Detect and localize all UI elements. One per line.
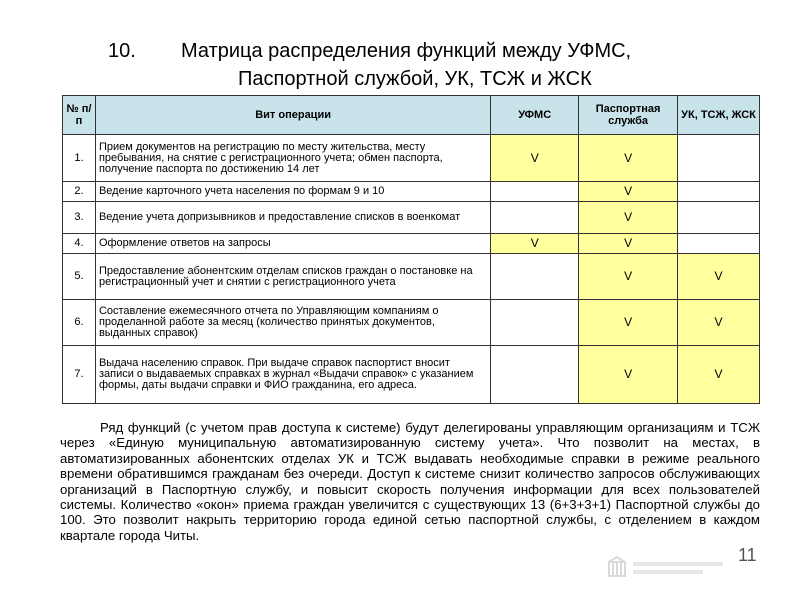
table-row — [63, 254, 760, 300]
table-row — [63, 346, 760, 404]
page-number: 11 — [738, 545, 757, 565]
cell-uk: V — [678, 254, 760, 300]
function-matrix-table — [62, 95, 760, 404]
table-row — [63, 202, 760, 234]
table-row — [63, 135, 760, 182]
row-number: 3. — [63, 202, 96, 234]
header-uk-tszh-zhsk: УК, ТСЖ, ЖСК — [678, 96, 760, 135]
header-ufms: УФМС — [491, 96, 579, 135]
header-number: № п/п — [63, 96, 96, 135]
row-number: 1. — [63, 135, 96, 182]
cell-passport-service: V — [579, 346, 678, 404]
body-paragraph: Ряд функций (с учетом прав доступа к системе) будут делегированы управляющим организациям и ТСЖ через «Единую муниципальную автоматизированную систему учета». Что позволит на местах, в автоматизированных абонентских отделах УК и ТСЖ выдавать необходимые справки в режиме реального времени обратившимся гражданам без очереди. Доступ к системе снизит количество запросов обслуживающих организаций в Паспортную службу, и повысит скорость получения информации для всех пользователей системы. Количество «окон» приема граждан увеличится с существующих 13 (6+3+3+1) Паспортной службы до 100. Это позволит накрыть территорию города единой сетью паспортной службы, с отделением в каждом квартале города Читы. — [60, 420, 760, 543]
watermark-logo-icon — [607, 556, 727, 580]
cell-passport-service: V — [579, 234, 678, 254]
cell-passport-service: V — [579, 254, 678, 300]
cell-ufms — [491, 202, 579, 234]
row-operation: Составление ежемесячного отчета по Управляющим компаниям о проделанной работе за месяц (количество принятых документов, выданных справок) — [95, 300, 490, 346]
cell-uk: V — [678, 346, 760, 404]
row-operation: Оформление ответов на запросы — [95, 234, 490, 254]
row-number: 2. — [63, 182, 96, 202]
table-row — [63, 234, 760, 254]
cell-passport-service: V — [579, 202, 678, 234]
cell-uk — [678, 135, 760, 182]
title-number: 10. — [108, 40, 136, 62]
title-line-2: Паспортной службой, УК, ТСЖ и ЖСК — [238, 68, 592, 90]
table-row — [63, 300, 760, 346]
cell-uk: V — [678, 300, 760, 346]
cell-passport-service: V — [579, 182, 678, 202]
cell-ufms — [491, 300, 579, 346]
row-operation: Ведение учета допризывников и предоставление списков в военкомат — [95, 202, 490, 234]
table-header-row — [63, 96, 760, 135]
cell-passport-service: V — [579, 300, 678, 346]
cell-uk — [678, 202, 760, 234]
cell-ufms — [491, 346, 579, 404]
header-operation: Вит операции — [95, 96, 490, 135]
cell-uk — [678, 182, 760, 202]
header-passport-service: Паспортная служба — [579, 96, 678, 135]
table-row — [63, 182, 760, 202]
cell-ufms — [491, 182, 579, 202]
row-operation: Прием документов на регистрацию по месту жительства, месту пребывания, на снятие с регистрационного учета; обмен паспорта, получение паспорта по достижению 14 лет — [95, 135, 490, 182]
cell-ufms: V — [491, 234, 579, 254]
row-number: 5. — [63, 254, 96, 300]
cell-ufms — [491, 254, 579, 300]
cell-passport-service: V — [579, 135, 678, 182]
row-operation: Выдача населению справок. При выдаче справок паспортист вносит записи о выдаваемых справках в журнал «Выдачи справок» с указанием формы, даты выдачи справки и ФИО гражданина, его адреса. — [95, 346, 490, 404]
row-number: 4. — [63, 234, 96, 254]
row-operation: Ведение карточного учета населения по формам 9 и 10 — [95, 182, 490, 202]
cell-ufms: V — [491, 135, 579, 182]
row-number: 7. — [63, 346, 96, 404]
cell-uk — [678, 234, 760, 254]
row-number: 6. — [63, 300, 96, 346]
title-line-1: Матрица распределения функций между УФМС, — [181, 40, 632, 62]
row-operation: Предоставление абонентским отделам списков граждан о постановке на регистрационный учет и снятии с регистрационного учета — [95, 254, 490, 300]
